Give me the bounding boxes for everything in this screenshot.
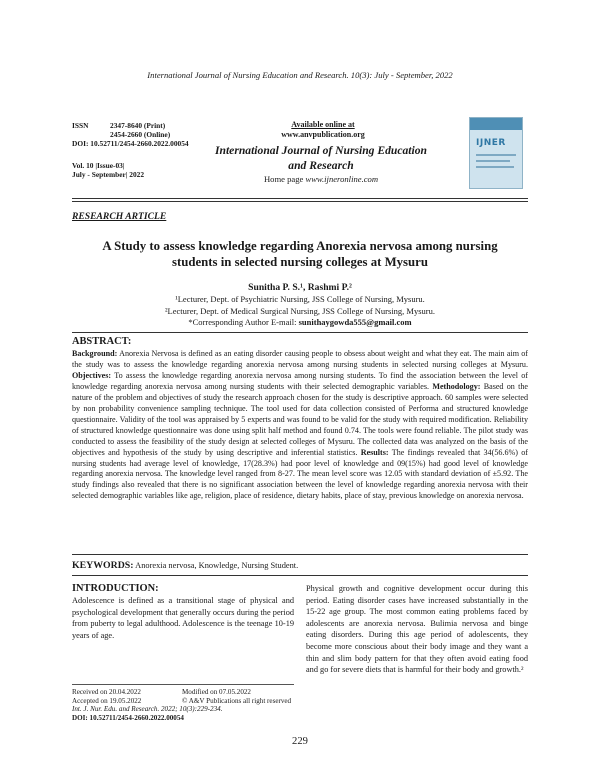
cover-logo: IJNER [476,138,506,148]
website-link[interactable]: www.anvpublication.org [281,130,365,139]
keywords-divider-top [72,554,528,555]
objectives-label: Objectives: [72,370,112,380]
abstract-body [72,349,528,502]
received-date: Received on 20.04.2022 [72,688,141,696]
abstract-heading: ABSTRACT: [72,336,132,347]
methodology-label: Methodology: [432,381,481,391]
objectives-text: To assess the knowledge regarding anorexia nervosa among nursing students. To find the association between the level of knowledge regarding anorexia nervosa among nursing students with their selected demographic variables. [72,370,528,391]
homepage-label: Home page [263,174,304,184]
meta-doi: DOI: 10.52711/2454-2660.2022.00054 [72,139,189,149]
copyright: © A&V Publications all right reserved [182,696,292,705]
issn-label: ISSN [72,121,89,130]
introduction-heading: INTRODUCTION: [72,583,159,594]
footnote-divider [72,684,294,685]
citation: Int. J. Nur. Edu. and Research. 2022; 10(3):229-234. [72,705,223,714]
introduction-right-column: Physical growth and cognitive development occur during this period. Eating disorder cases have increased substantially in the 15-22 age group. The most common eating problems faced by adolescents are anorexia nervosa. Bulimia nervosa and binge eating disorders. During this age period of adolescents, they become more conscious about their body image and they want a thin and slim body pattern for that they often avoid eating food and go for severe diets that is harmful for their body and growth.² [306,584,528,675]
modified-date: Modified on 07.05.2022 [182,688,251,696]
methodology-text: Based on the nature of the problem and objectives of study the research approach chosen for the study is descriptive approach. 60 samples were selected by non probability convenience sampling technique. The tool used for data collection consisted of Performa and structured knowledge questionnaire. Validity of the tool was appraised by 5 experts and was found to be valid for the study with required modification. Reliability of structured knowledge questionnaire was done using split half method and found 0.74. The tools were found reliable. The pilot study was conducted to assess the feasibility of the study design at selected colleges of Mysuru. The collected data was analyzed on the basis of the objectives and hypothesis of the study by using descriptive and inferential statistics. [72,381,528,457]
authors: Sunitha P. S.¹, Rashmi P.² [248,282,352,293]
availability [238,120,408,140]
article-title-line2: students in selected nursing colleges at Mysuru [172,255,428,269]
introduction-left-column: Adolescence is defined as a transitional stage of physical and psychological development that generally occurs during the period from puberty to legal adulthood. Adolescence is the teenage 10-19 years of age. [72,596,294,640]
period: July - September| 2022 [72,170,145,180]
homepage-url[interactable]: www.ijneronline.com [305,174,379,184]
article-title [72,238,528,270]
homepage [196,174,446,184]
results-text: The findings revealed that 34(56.6%) of nursing students had average level of knowledge, 17(28.3%) had poor level of knowledge and 09(15%) had good level of knowledge regarding anorexia nervosa. The knowledge level ranged from 8-27. The mean level score was 12.05 with standard deviation of ±5.92. The study findings also revealed that there is no significant association between the level of knowledge regarding anorexia nervosa with their selected demographic variables like age, religion, place of residence, dietary habits, place of stay, previous knowledge on anorexia nervosa. [72,447,528,501]
keywords-divider-bottom [72,575,528,576]
volume-block [72,161,144,180]
article-type: RESEARCH ARTICLE [72,211,167,222]
keywords [72,560,298,571]
running-head: International Journal of Nursing Education and Research. 10(3): July - September, 2022 [147,70,453,80]
footnote-doi: DOI: 10.52711/2454-2660.2022.00054 [72,713,184,722]
page-number: 229 [292,736,308,747]
journal-title-line1: International Journal of Nursing Education [215,144,427,157]
results-label: Results: [360,447,389,457]
corresponding-author [72,317,528,327]
journal-cover-thumbnail [469,117,523,189]
article-title-line1: A Study to assess knowledge regarding Anorexia nervosa among nursing [102,239,498,253]
corresponding-email[interactable]: sunithaygowda555@gmail.com [298,317,412,327]
issn-block [72,121,189,149]
journal-title-line2: and Research [288,159,354,172]
issn-online: 2454-2660 (Online) [110,130,171,140]
header-divider [72,198,528,199]
header-divider-2 [72,201,528,202]
affiliation-2: ²Lecturer, Dept. of Medical Surgical Nursing, JSS College of Nursing, Mysuru. [165,306,435,316]
abstract-divider-top [72,332,528,333]
accepted-date: Accepted on 19.05.2022 [72,696,142,705]
affiliation-1: ¹Lecturer, Dept. of Psychiatric Nursing, JSS College of Nursing, Mysuru. [175,294,425,304]
journal-title [196,143,446,173]
background-label: Background: [72,349,118,358]
keywords-text: Anorexia nervosa, Knowledge, Nursing Student. [135,561,299,570]
article-history-footnote [72,688,302,722]
corresponding-label: *Corresponding Author E-mail: [188,317,297,327]
background-text: Anorexia Nervosa is defined as an eating disorder causing people to obsess about weight and what they eat. The main aim of the study was to assess the knowledge regarding anorexia nervosa among nursing students in selected nursing colleges at Mysuru. [72,349,528,369]
volume: Vol. 10 |Issue-03| [72,161,125,170]
issn-print: 2347-8640 (Print) [110,121,166,130]
available-label: Available online at [291,120,355,129]
keywords-label: KEYWORDS: [72,560,134,571]
